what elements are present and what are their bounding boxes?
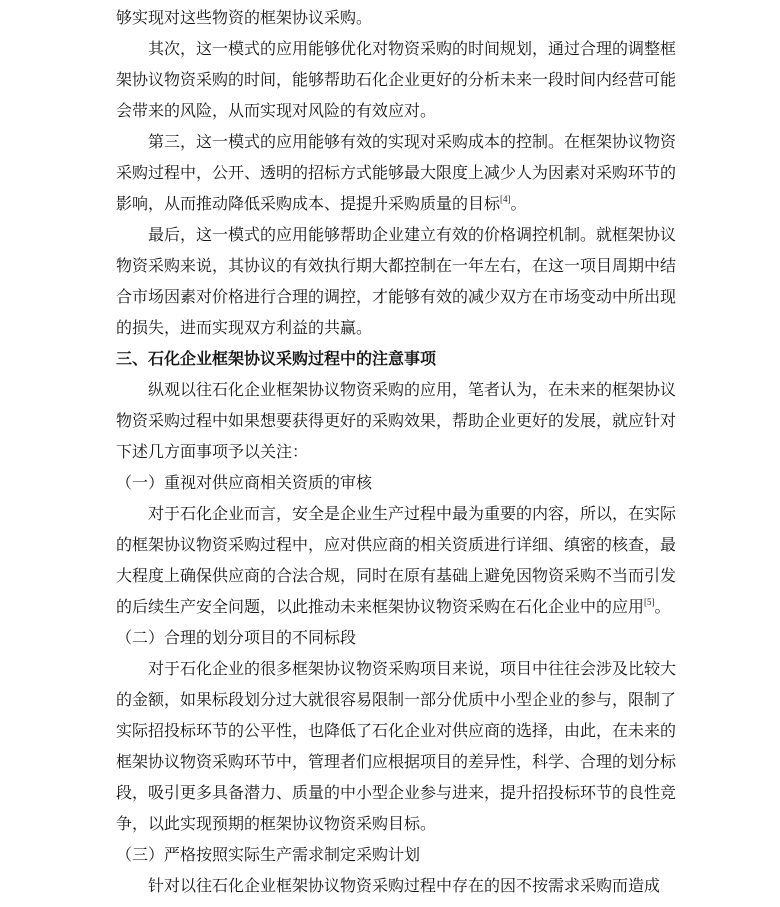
- block-text: （二）合理的划分项目的不同标段: [116, 630, 357, 647]
- heading: [116, 344, 676, 375]
- subheading: [116, 468, 676, 499]
- block-text: 对于石化企业而言，安全是企业生产过程中最为重要的内容，所以，在实际的框架协议物资采购过程中，应对供应商的相关资质进行详细、缜密的核查，最大程度上确保供应商的合法合规，同时在原有基础上避免因物资采购不当而引发的后续生产安全问题，以此推动未来框架协议物资采购在石化企业中的应用: [116, 506, 677, 616]
- block-text: 最后，这一模式的应用能够帮助企业建立有效的价格调控机制。就框架协议物资采购来说，其协议的有效执行期大都控制在一年左右，在这一项目周期中结合市场因素对价格进行合理的调控，才能够有效的减少双方在市场变动中所出现的损失，进而实现双方利益的共赢。: [116, 227, 677, 337]
- citation-marker: [5]: [644, 597, 655, 607]
- document-body: [116, 3, 676, 902]
- block-text: （三）严格按照实际生产需求制定采购计划: [116, 847, 421, 864]
- block-text: 针对以往石化企业框架协议物资采购过程中存在的因不按需求采购而造成: [148, 878, 661, 895]
- paragraph: [116, 220, 676, 344]
- citation-marker: [4]: [500, 194, 511, 204]
- subheading: [116, 840, 676, 871]
- paragraph: [116, 127, 676, 220]
- block-text-tail: 。: [510, 196, 527, 213]
- block-text: （一）重视对供应商相关资质的审核: [116, 475, 373, 492]
- subheading: [116, 623, 676, 654]
- paragraph-continuation: [116, 3, 676, 34]
- paragraph: [116, 499, 676, 623]
- block-text: 纵观以往石化企业框架协议物资采购的应用，笔者认为，在未来的框架协议物资采购过程中如果想要获得更好的采购效果，帮助企业更好的发展，就应针对下述几方面事项予以关注：: [116, 382, 677, 461]
- block-text: 三、石化企业框架协议采购过程中的注意事项: [116, 351, 437, 368]
- block-text: 其次，这一模式的应用能够优化对物资采购的时间规划，通过合理的调整框架协议物资采购的时间，能够帮助石化企业更好的分析未来一段时间内经营可能会带来的风险，从而实现对风险的有效应对。: [116, 41, 677, 120]
- block-text-tail: 。: [654, 599, 671, 616]
- paragraph: [116, 654, 676, 840]
- paragraph: [116, 375, 676, 468]
- block-text: 够实现对这些物资的框架协议采购。: [116, 10, 373, 27]
- block-text: 第三，这一模式的应用能够有效的实现对采购成本的控制。在框架协议物资采购过程中，公开、透明的招标方式能够最大限度上减少人为因素对采购环节的影响，从而推动降低采购成本、提提升采购质量的目标: [116, 134, 677, 213]
- paragraph: [116, 34, 676, 127]
- paragraph: [116, 871, 676, 902]
- block-text: 对于石化企业的很多框架协议物资采购项目来说，项目中往往会涉及比较大的金额，如果标段划分过大就很容易限制一部分优质中小型企业的参与，限制了实际招投标环节的公平性，也降低了石化企业对供应商的选择，由此，在未来的框架协议物资采购环节中，管理者们应根据项目的差异性，科学、合理的划分标段，吸引更多具备潜力、质量的中小型企业参与进来，提升招投标环节的良性竞争，以此实现预期的框架协议物资采购目标。: [116, 661, 677, 833]
